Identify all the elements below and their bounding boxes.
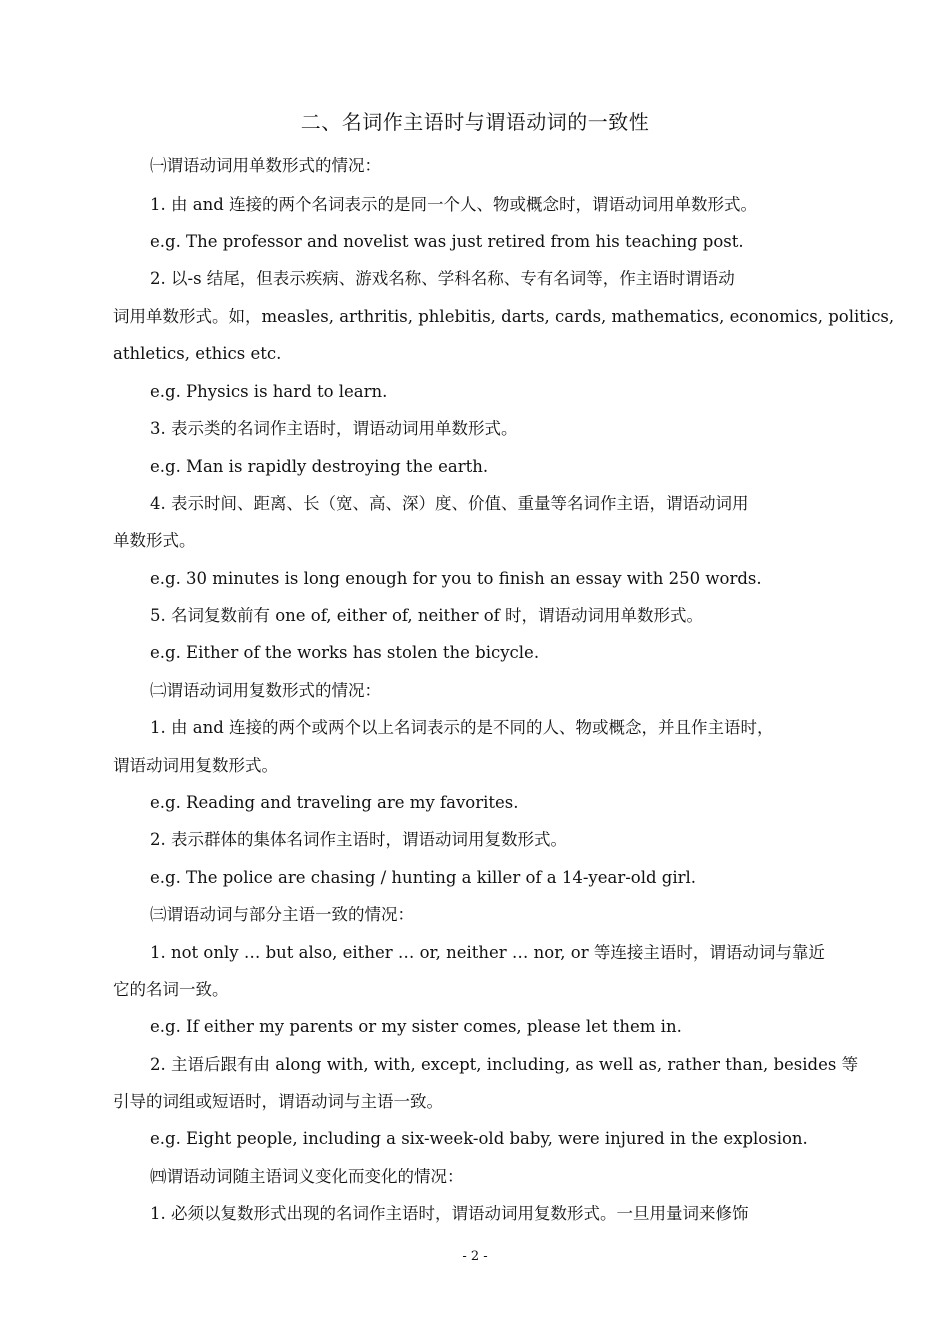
rule-line: 5. 名词复数前有 one of, either of, neither of 时，谓语动词用单数形式。 [150, 606, 703, 625]
subsection-heading-4: ㈣谓语动词随主语词义变化而变化的情况： [150, 1167, 464, 1186]
example-line: e.g. The professor and novelist was just retired from his teaching post. [150, 232, 744, 251]
rule-line: 1. not only … but also, either … or, neither … nor, or 等连接主语时，谓语动词与靠近 [150, 943, 825, 962]
rule-line-continued: athletics, ethics etc. [113, 344, 282, 363]
example-line: e.g. Eight people, including a six-week-old baby, were injured in the explosion. [150, 1129, 808, 1148]
subsection-heading-3: ㈢谓语动词与部分主语一致的情况： [150, 905, 414, 924]
example-line: e.g. 30 minutes is long enough for you to finish an essay with 250 words. [150, 569, 762, 588]
rule-line: 4. 表示时间、距离、长（宽、高、深）度、价值、重量等名词作主语，谓语动词用 [150, 494, 749, 513]
rule-line: 1. 由 and 连接的两个名词表示的是同一个人、物或概念时，谓语动词用单数形式。 [150, 195, 758, 214]
rule-line: 1. 必须以复数形式出现的名词作主语时，谓语动词用复数形式。一旦用量词来修饰 [150, 1204, 749, 1223]
example-line: e.g. Man is rapidly destroying the earth. [150, 457, 489, 476]
rule-line-continued: 引导的词组或短语时，谓语动词与主语一致。 [113, 1092, 443, 1111]
example-line: e.g. Either of the works has stolen the bicycle. [150, 643, 540, 662]
rule-line: 2. 主语后跟有由 along with, with, except, including, as well as, rather than, besides 等 [150, 1055, 859, 1074]
rule-line-continued: 词用单数形式。如，measles, arthritis, phlebitis, darts, cards, mathematics, economics, politics, [113, 307, 895, 326]
rule-line: 2. 表示群体的集体名词作主语时，谓语动词用复数形式。 [150, 830, 567, 849]
rule-line: 3. 表示类的名词作主语时，谓语动词用单数形式。 [150, 419, 518, 438]
rule-line-continued: 谓语动词用复数形式。 [113, 756, 278, 775]
section-title: 二、名词作主语时与谓语动词的一致性 [300, 110, 650, 134]
rule-line-continued: 它的名词一致。 [113, 980, 229, 999]
example-line: e.g. If either my parents or my sister comes, please let them in. [150, 1017, 682, 1036]
rule-line: 2. 以-s 结尾，但表示疾病、游戏名称、学科名称、专有名词等，作主语时谓语动 [150, 269, 735, 288]
example-line: e.g. Reading and traveling are my favorites. [150, 793, 519, 812]
page-number: - 2 - [462, 1249, 488, 1264]
rule-line-continued: 单数形式。 [113, 531, 196, 550]
subsection-heading-2: ㈡谓语动词用复数形式的情况： [150, 681, 381, 700]
example-line: e.g. Physics is hard to learn. [150, 382, 388, 401]
example-line: e.g. The police are chasing / hunting a killer of a 14-year-old girl. [150, 868, 697, 887]
subsection-heading-1: ㈠谓语动词用单数形式的情况： [150, 156, 381, 175]
rule-line: 1. 由 and 连接的两个或两个以上名词表示的是不同的人、物或概念，并且作主语时， [150, 718, 774, 737]
